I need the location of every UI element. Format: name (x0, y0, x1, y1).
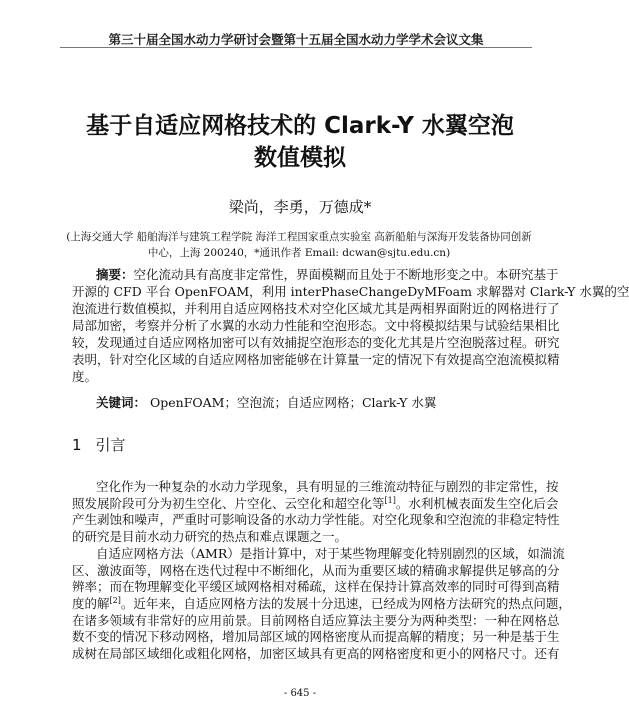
body-line (72, 595, 571, 612)
section-heading (72, 434, 140, 455)
body-text-segment: 。水利机械表面发生空化后会 (395, 495, 559, 511)
body-text-segment: 的研究是目前水动力研究的热点和难点课题之一。 (72, 529, 348, 545)
authors: 梁尚，李勇，万德成* (228, 198, 372, 216)
abstract-line (72, 317, 560, 334)
body-line (72, 628, 560, 645)
body-text-segment: 在诸多领域有非常好的应用前景。目前网格自适应算法主要分为两种类型：一种在网格总 (72, 612, 560, 628)
abstract-line (96, 266, 559, 283)
keywords-label: 关键词： (96, 395, 147, 410)
abstract-text: 较，发现通过自适应网格加密可以有效捕捉空泡形态的变化尤其是片空泡脱落过程。研究 (72, 335, 560, 350)
body-line (72, 562, 560, 579)
body-line (72, 578, 560, 595)
abstract-text: 空化流动具有高度非定常性，界面模糊而且处于不断地形变之中。本研究基于 (133, 267, 559, 282)
abstract-line (72, 300, 560, 317)
body-line (72, 511, 560, 528)
affiliation-line-1: (上海交通大学 船舶海洋与建筑工程学院 海洋工程国家重点实验室 高新船舶与深海开发装备协同创新 (66, 231, 532, 243)
abstract-text: 开源的 CFD 平台 OpenFOAM，利用 interPhaseChangeDyMFoam 求解器对 Clark-Y 水翼的空 (72, 284, 629, 299)
paper-title (60, 110, 540, 174)
abstract-line (72, 351, 560, 368)
header-rule (60, 47, 532, 48)
body-text-segment: 辨率；而在物理解变化平缓区域网格相对稀疏，这样在保持计算高效率的同时可得到高精 (72, 579, 560, 595)
abstract-line (72, 368, 532, 385)
keywords (96, 394, 532, 411)
body-text-segment: 度的解 (72, 595, 110, 611)
body-line (72, 645, 560, 662)
abstract-line (72, 334, 560, 351)
body-text-segment: 数不变的情况下移动网格，增加局部区域的网格密度从而提高解的精度；另一种是基于生 (72, 629, 560, 645)
keywords-text: OpenFOAM；空泡流；自适应网格；Clark-Y 水翼 (150, 395, 437, 410)
abstract-label: 摘要： (96, 267, 134, 282)
body-text-segment: 产生剥蚀和噪声，严重时可影响设备的水动力学性能。对空化现象和空泡流的非稳定特性 (72, 512, 560, 528)
title-line-2: 数值模拟 (254, 145, 346, 171)
body-line (96, 478, 559, 495)
body-text-segment: 自适应网格方法（AMR）是指计算中，对于某些物理解变化特别剧烈的区域，如湍流 (96, 545, 565, 561)
abstract-line (72, 283, 629, 300)
affiliation-line-2: 中心，上海 200240，*通讯作者 Email: dcwan@sjtu.edu.cn) (147, 247, 451, 259)
body-text-segment: 照发展阶段可分为初生空化、片空化、云空化和超空化等 (72, 495, 385, 511)
citation-ref[interactable]: [2] (109, 595, 121, 605)
section-number: 1 (72, 436, 82, 454)
page-number: - 645 - (283, 688, 317, 699)
title-line-1: 基于自适应网格技术的 Clark-Y 水翼空泡 (86, 113, 514, 139)
abstract-text: 泡流进行数值模拟，并利用自适应网格技术对空化区域尤其是两相界面附近的网格进行了 (72, 301, 560, 316)
body-text-segment: 区、激波面等，网格在迭代过程中不断细化，从而为重要区域的精确求解提供足够高的分 (72, 562, 560, 578)
section-title: 引言 (95, 436, 126, 454)
citation-ref[interactable]: [1] (384, 495, 396, 505)
body-line (72, 495, 559, 512)
affiliation (66, 229, 532, 261)
abstract-text: 局部加密，考察并分析了水翼的水动力性能和空泡形态。文中将模拟结果与试验结果相比 (72, 318, 560, 333)
body-line (72, 612, 560, 629)
body-line (72, 528, 532, 545)
body-text-segment: 成树在局部区域细化或粗化网格，加密区域具有更高的网格密度和更小的网格尺寸。还有 (72, 646, 560, 661)
body-text-segment: 。近年来，自适应网格方法的发展十分迅速，已经成为网格方法研究的热点问题， (120, 595, 571, 611)
body-text-segment: 空化作为一种复杂的水动力学现象，具有明显的三维流动特征与剧烈的非定常性，按 (96, 479, 559, 494)
running-header: 第三十届全国水动力学研讨会暨第十五届全国水动力学学术会议文集 (108, 32, 484, 47)
abstract-text: 表明，针对空化区域的自适应网格加密能够在计算量一定的情况下有效提高空泡流模拟精 (72, 352, 560, 367)
body-line (96, 545, 565, 562)
abstract-text: 度。 (72, 369, 98, 384)
